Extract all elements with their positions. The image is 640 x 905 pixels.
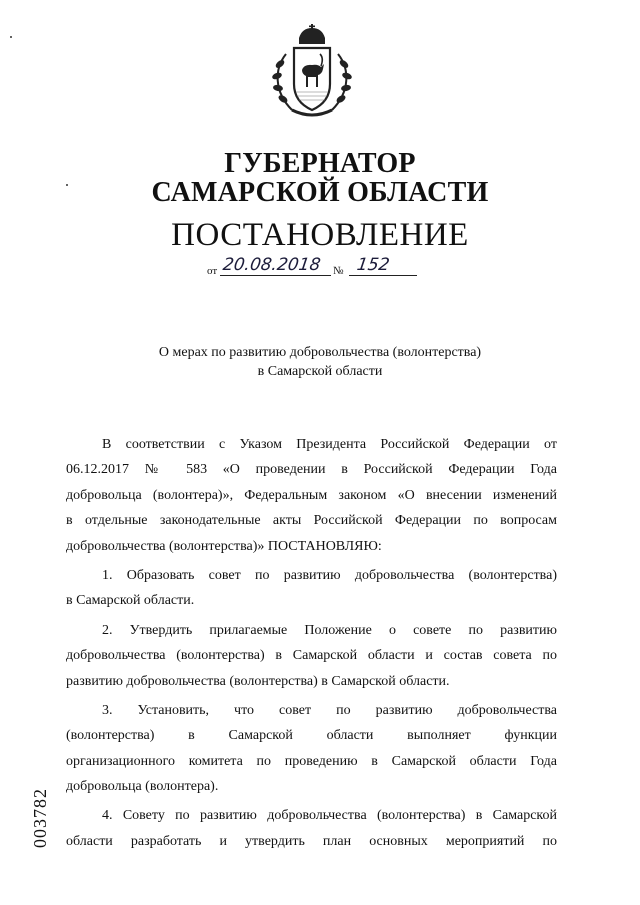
registration-line xyxy=(207,255,437,279)
date-label: от xyxy=(207,265,218,277)
body-line: (волонтерства) в Самарской области выполняет функции xyxy=(66,728,557,744)
number-underline xyxy=(349,275,417,276)
body-line: 4. Совету по развитию добровольчества (волонтерства) в Самарской xyxy=(102,808,557,824)
body-line: 2. Утвердить прилагаемые Положение о совете по развитию xyxy=(102,622,557,638)
body-line: организационного комитета по проведению в Самарской области Года xyxy=(66,753,557,769)
body-line: области разработать и утвердить план основных мероприятий по xyxy=(66,833,557,849)
body-line: в отдельные законодательные акты Российской Федерации по вопросам xyxy=(66,513,557,529)
body-line: 1. Образовать совет по развитию добровольчества (волонтерства) xyxy=(102,567,557,583)
body-line: развитию добровольчества (волонтерства) в Самарской области. xyxy=(66,673,450,689)
scan-speck xyxy=(10,36,12,38)
resolution-title-line1: О мерах по развитию добровольчества (волонтерства) xyxy=(158,345,482,360)
body-line: добровольчества (волонтерства)» ПОСТАНОВЛЯЮ: xyxy=(66,538,382,554)
body-line: добровольца (волонтера)», Федеральным законом «О внесении изменений xyxy=(66,487,557,503)
date-underline xyxy=(220,275,331,276)
body-line: В соответствии с Указом Президента Российской Федерации от xyxy=(102,437,557,452)
resolution-body xyxy=(66,432,557,854)
handwritten-date: 20.08.2018 xyxy=(221,255,322,275)
body-line: добровольца (волонтера). xyxy=(66,779,219,795)
number-label: № xyxy=(333,265,344,277)
authority-title-line1: ГУБЕРНАТОР xyxy=(224,148,416,179)
authority-title-line2: САМАРСКОЙ ОБЛАСТИ xyxy=(151,177,489,208)
coat-of-arms-emblem xyxy=(266,24,358,124)
handwritten-number: 152 xyxy=(355,255,391,275)
resolution-title-line2: в Самарской области xyxy=(257,364,383,379)
document-type-heading: ПОСТАНОВЛЕНИЕ xyxy=(171,217,469,253)
body-line: в Самарской области. xyxy=(66,593,195,609)
body-line: добровольчества (волонтерства) в Самарской области и состав совета по xyxy=(66,648,557,664)
body-line: 06.12.2017 № 583 «О проведении в Российской Федерации Года xyxy=(66,462,557,478)
body-line: 3. Установить, что совет по развитию добровольчества xyxy=(102,702,557,718)
margin-registration-number: 003782 xyxy=(30,788,50,848)
